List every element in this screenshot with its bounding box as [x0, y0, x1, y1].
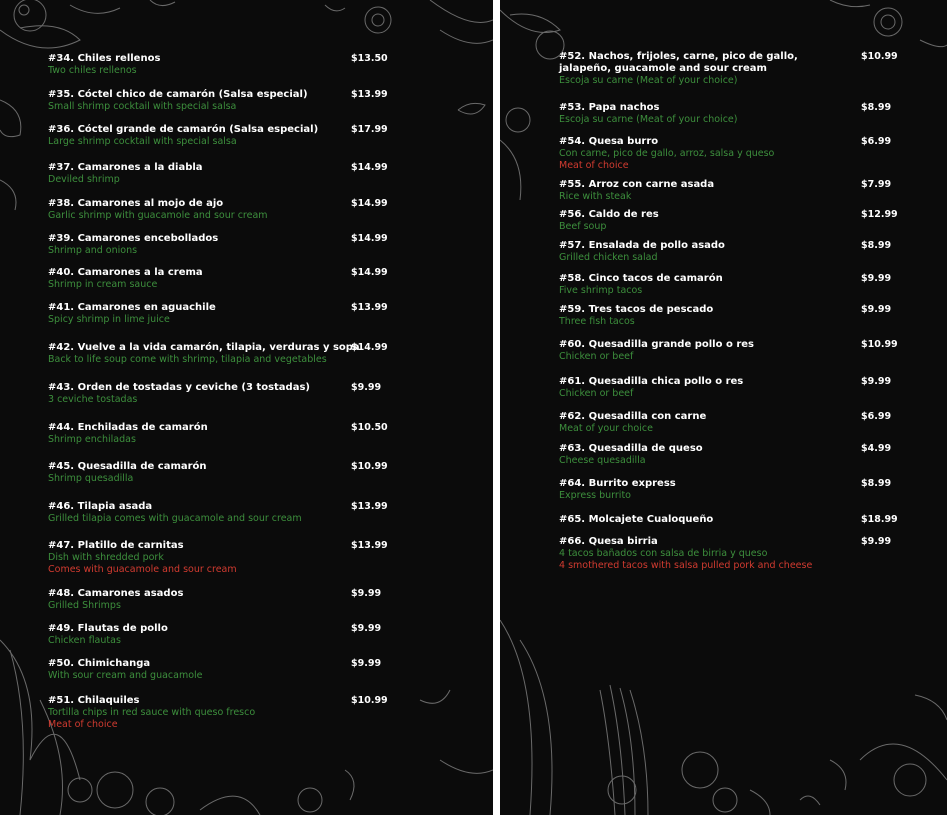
item-description: Spicy shrimp in lime juice [48, 314, 170, 325]
item-price: $7.99 [861, 179, 892, 190]
item-name: #64. Burrito express [559, 478, 676, 489]
item-price: $13.99 [351, 501, 388, 512]
panel-divider [494, 0, 499, 815]
item-note: 4 smothered tacos with salsa pulled pork and cheese [559, 560, 813, 571]
menu-item-56 [559, 209, 824, 233]
item-description: Deviled shrimp [48, 174, 120, 185]
item-description: Grilled tilapia comes with guacamole and sour cream [48, 513, 302, 524]
item-description: Chicken or beef [559, 351, 634, 362]
item-name: #61. Quesadilla chica pollo o res [559, 376, 744, 387]
menu-item-61 [559, 376, 824, 400]
item-description: Grilled Shrimps [48, 600, 121, 611]
item-description: Shrimp and onions [48, 245, 138, 256]
item-price: $14.99 [351, 198, 388, 209]
item-price: $9.99 [351, 658, 382, 669]
item-price: $9.99 [861, 536, 892, 547]
item-description: Tortilla chips in red sauce with queso fresco [48, 707, 256, 718]
item-price: $13.99 [351, 302, 388, 313]
menu-item-60 [559, 339, 824, 363]
item-name: #55. Arroz con carne asada [559, 179, 715, 190]
item-name: #62. Quesadilla con carne [559, 411, 707, 422]
item-name: #54. Quesa burro [559, 136, 659, 147]
item-description: Meat of your choice [559, 423, 653, 434]
item-description: Five shrimp tacos [559, 285, 643, 296]
menu-item-43 [48, 382, 348, 406]
menu-item-52 [559, 51, 824, 87]
menu-item-34 [48, 53, 348, 77]
item-price: $10.99 [351, 461, 388, 472]
item-note: Comes with guacamole and sour cream [48, 564, 237, 575]
menu-item-38 [48, 198, 348, 222]
item-price: $14.99 [351, 342, 388, 353]
item-price: $10.50 [351, 422, 388, 433]
menu-item-42 [48, 342, 360, 366]
item-price: $14.99 [351, 162, 388, 173]
menu-item-40 [48, 267, 348, 291]
item-name: #58. Cinco tacos de camarón [559, 273, 723, 284]
item-description: Grilled chicken salad [559, 252, 658, 263]
item-price: $8.99 [861, 240, 892, 251]
item-price: $14.99 [351, 267, 388, 278]
item-description: Shrimp in cream sauce [48, 279, 158, 290]
item-description: Escoja su carne (Meat of your choice) [559, 114, 738, 125]
item-note: Meat of choice [48, 719, 118, 730]
item-description: Chicken flautas [48, 635, 121, 646]
item-name: #37. Camarones a la diabla [48, 162, 203, 173]
item-price: $14.99 [351, 233, 388, 244]
item-description: Shrimp quesadilla [48, 473, 134, 484]
item-description: Dish with shredded pork [48, 552, 164, 563]
menu-item-63 [559, 443, 824, 467]
item-description: Rice with steak [559, 191, 632, 202]
menu-item-45 [48, 461, 348, 485]
item-description: Escoja su carne (Meat of your choice) [559, 75, 738, 86]
item-name: #45. Quesadilla de camarón [48, 461, 207, 472]
item-description: Back to life soup come with shrimp, tilapia and vegetables [48, 354, 327, 365]
item-name: #38. Camarones al mojo de ajo [48, 198, 224, 209]
menu-item-55 [559, 179, 824, 203]
menu-item-51 [48, 695, 348, 731]
item-price: $9.99 [861, 304, 892, 315]
item-description: 4 tacos bañados con salsa de birria y queso [559, 548, 768, 559]
item-price: $12.99 [861, 209, 898, 220]
item-description: Two chiles rellenos [48, 65, 137, 76]
item-name: #46. Tilapia asada [48, 501, 153, 512]
item-name: #52. Nachos, frijoles, carne, pico de gallo, jalapeño, guacamole and sour cream [559, 51, 798, 74]
item-description: Large shrimp cocktail with special salsa [48, 136, 237, 147]
item-name: #39. Camarones encebollados [48, 233, 219, 244]
item-name: #47. Platillo de carnitas [48, 540, 184, 551]
item-description: Cheese quesadilla [559, 455, 646, 466]
menu-item-65 [559, 514, 824, 526]
item-name: #49. Flautas de pollo [48, 623, 168, 634]
menu-item-35 [48, 89, 348, 113]
item-description: Con carne, pico de gallo, arroz, salsa y queso [559, 148, 775, 159]
item-price: $13.50 [351, 53, 388, 64]
item-description: Chicken or beef [559, 388, 634, 399]
item-name: #40. Camarones a la crema [48, 267, 203, 278]
item-price: $17.99 [351, 124, 388, 135]
menu-item-64 [559, 478, 824, 502]
item-price: $10.99 [351, 695, 388, 706]
item-description: 3 ceviche tostadas [48, 394, 138, 405]
item-name: #44. Enchiladas de camarón [48, 422, 208, 433]
item-name: #57. Ensalada de pollo asado [559, 240, 725, 251]
item-name: #56. Caldo de res [559, 209, 659, 220]
item-description: Shrimp enchiladas [48, 434, 136, 445]
menu-item-59 [559, 304, 824, 328]
item-price: $9.99 [351, 623, 382, 634]
item-price: $13.99 [351, 540, 388, 551]
item-name: #60. Quesadilla grande pollo o res [559, 339, 754, 350]
item-description: With sour cream and guacamole [48, 670, 203, 681]
menu-item-50 [48, 658, 348, 682]
menu-item-47 [48, 540, 348, 576]
item-description: Small shrimp cocktail with special salsa [48, 101, 237, 112]
menu-item-36 [48, 124, 348, 148]
item-name: #42. Vuelve a la vida camarón, tilapia, verduras y sopa [48, 342, 360, 353]
menu-item-53 [559, 102, 824, 126]
menu-item-44 [48, 422, 348, 446]
item-name: #63. Quesadilla de queso [559, 443, 703, 454]
menu-item-41 [48, 302, 348, 326]
menu-item-62 [559, 411, 824, 435]
item-name: #43. Orden de tostadas y ceviche (3 tostadas) [48, 382, 310, 393]
menu-item-49 [48, 623, 348, 647]
item-name: #34. Chiles rellenos [48, 53, 161, 64]
item-note: Meat of choice [559, 160, 629, 171]
item-price: $8.99 [861, 478, 892, 489]
item-price: $8.99 [861, 102, 892, 113]
item-price: $6.99 [861, 136, 892, 147]
item-price: $10.99 [861, 339, 898, 350]
item-price: $6.99 [861, 411, 892, 422]
item-price: $9.99 [861, 273, 892, 284]
item-price: $9.99 [351, 382, 382, 393]
item-name: #48. Camarones asados [48, 588, 184, 599]
item-price: $9.99 [861, 376, 892, 387]
item-description: Garlic shrimp with guacamole and sour cream [48, 210, 268, 221]
item-price: $18.99 [861, 514, 898, 525]
item-name: #41. Camarones en aguachile [48, 302, 216, 313]
item-name: #36. Cóctel grande de camarón (Salsa especial) [48, 124, 319, 135]
item-name: #59. Tres tacos de pescado [559, 304, 714, 315]
item-name: #50. Chimichanga [48, 658, 151, 669]
item-description: Three fish tacos [559, 316, 635, 327]
item-price: $10.99 [861, 51, 898, 62]
menu-item-54 [559, 136, 824, 172]
menu-item-39 [48, 233, 348, 257]
item-name: #65. Molcajete Cualoqueño [559, 514, 714, 525]
item-price: $9.99 [351, 588, 382, 599]
item-name: #35. Cóctel chico de camarón (Salsa especial) [48, 89, 308, 100]
menu-item-37 [48, 162, 348, 186]
item-price: $13.99 [351, 89, 388, 100]
menu-panel-right [500, 0, 947, 815]
menu-item-57 [559, 240, 824, 264]
menu-item-46 [48, 501, 348, 525]
menu-item-48 [48, 588, 348, 612]
item-description: Beef soup [559, 221, 607, 232]
menu-item-66 [559, 536, 824, 572]
menu-item-58 [559, 273, 824, 297]
item-name: #53. Papa nachos [559, 102, 660, 113]
item-price: $4.99 [861, 443, 892, 454]
item-name: #66. Quesa birria [559, 536, 658, 547]
item-name: #51. Chilaquiles [48, 695, 140, 706]
item-description: Express burrito [559, 490, 631, 501]
